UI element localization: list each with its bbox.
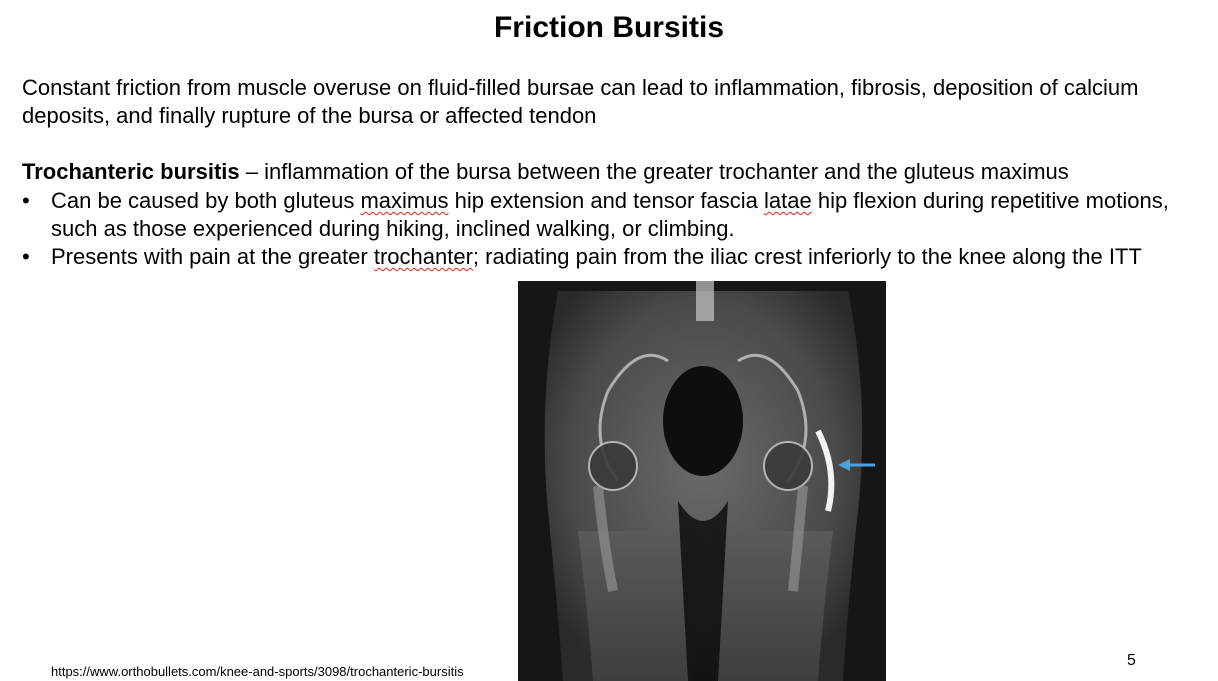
bullet-list: [22, 187, 1192, 271]
bullet-marker: •: [22, 244, 30, 269]
bullet-text: hip extension and tensor fascia: [448, 188, 764, 213]
trochanteric-definition: – inflammation of the bursa between the greater trochanter and the gluteus maximus: [239, 159, 1069, 184]
page-number: 5: [1127, 652, 1136, 669]
trochanteric-bursitis-heading: [22, 158, 1197, 186]
slide-title: Friction Bursitis: [493, 11, 725, 44]
mri-image[interactable]: [518, 281, 886, 681]
bullet-item: [22, 243, 1192, 271]
trochanteric-term: Trochanteric bursitis: [22, 159, 240, 184]
misspelled-word[interactable]: trochanter: [373, 244, 473, 269]
bullet-text: ; radiating pain from the iliac crest inferiorly to the knee along the ITT: [472, 244, 1142, 269]
mri-illustration: [518, 281, 886, 681]
misspelled-word[interactable]: maximus: [360, 188, 449, 213]
intro-paragraph: Constant friction from muscle overuse on fluid-filled bursae can lead to inflammation, fibrosis, deposition of calcium deposits, and finally rupture of the bursa or affected tendon: [22, 75, 1139, 128]
misspelled-word[interactable]: latae: [764, 188, 812, 213]
spine-shape: [696, 281, 714, 321]
pelvic-cavity: [663, 366, 743, 476]
bullet-text: hip flexion during repetitive motions, such as those experienced during hiking, inclined walking, or climbing.: [51, 188, 1169, 241]
bullet-marker: •: [22, 188, 30, 213]
left-thigh-shape: [578, 531, 698, 681]
bullet-text: Can be caused by both gluteus: [51, 188, 361, 213]
right-thigh-shape: [713, 531, 833, 681]
bullet-text: Presents with pain at the greater: [51, 244, 374, 269]
bullet-item: [22, 187, 1192, 243]
source-link[interactable]: https://www.orthobullets.com/knee-and-sports/3098/trochanteric-bursitis: [51, 664, 464, 679]
